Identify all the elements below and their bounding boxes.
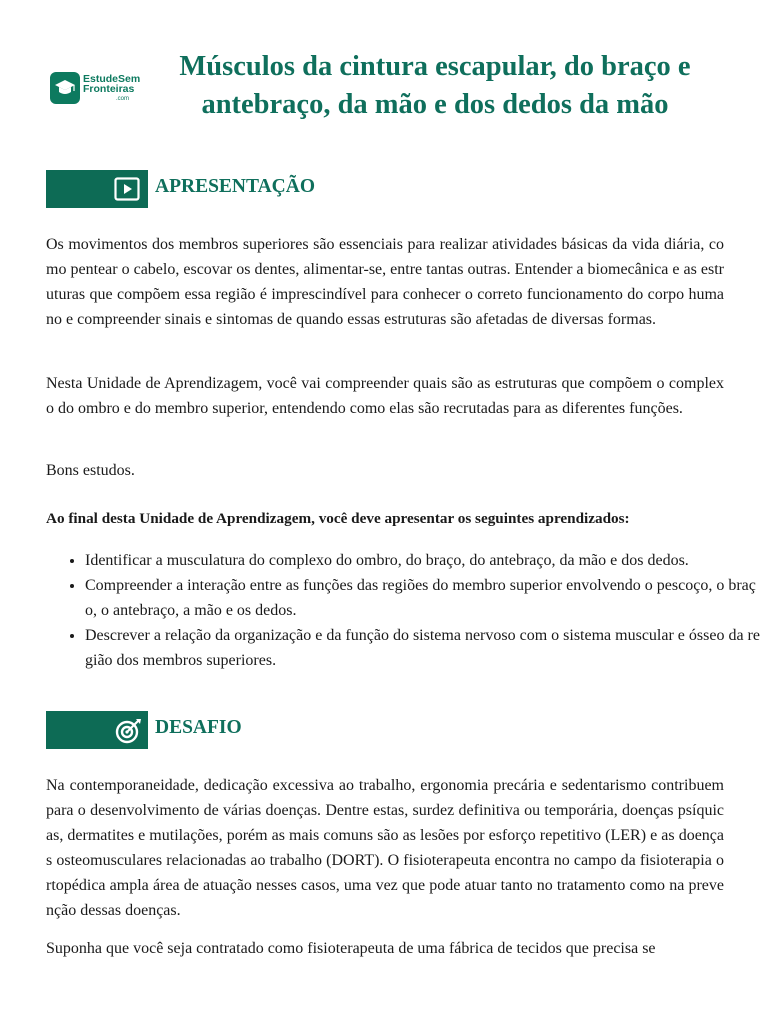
goals-list bbox=[46, 548, 763, 673]
page-title: Músculos da cintura escapular, do braço e antebraço, da mão e dos dedos da mão bbox=[179, 51, 691, 120]
section-banner-apresentacao bbox=[46, 170, 148, 208]
graduation-cap-icon bbox=[50, 72, 80, 104]
section-heading-apresentacao: APRESENTAÇÃO bbox=[155, 176, 315, 197]
challenge-paragraph: Na contemporaneidade, dedicação excessiva ao trabalho, ergonomia precária e sedentarismo contribuem para o desenvolvimento de várias doenças. Dentre estas, surdez definitiva ou temporária, doenças psíquicas, dermatites e mutilações, porém as mais comuns são as lesões por esforço repetitivo (LER) e as doenças osteomusculares relacionadas ao trabalho (DORT). O fisioterapeuta encontra no campo da fisioterapia ortopédica ampla área de atuação nesses casos, uma vez que pode atuar tanto no tratamento como na prevenção dessas doenças. bbox=[46, 777, 724, 919]
goals-intro: Ao final desta Unidade de Aprendizagem, você deve apresentar os seguintes aprendizados: bbox=[46, 510, 630, 527]
logo-wordmark: EstudeSem Fronteiras bbox=[83, 73, 141, 95]
play-icon bbox=[114, 177, 140, 201]
list-item: • Descrever a relação da organização e da função do sistema nervoso com o sistema muscular e ósseo da região dos membros superiores. bbox=[85, 623, 763, 673]
section-heading-desafio: DESAFIO bbox=[155, 717, 242, 738]
target-icon bbox=[114, 718, 142, 744]
section-banner-desafio bbox=[46, 711, 148, 749]
intro-paragraph: Nesta Unidade de Aprendizagem, você vai compreender quais são as estruturas que compõem o complexo do ombro e do membro superior, entendendo como elas são recrutadas para as diferentes funções. bbox=[46, 375, 724, 417]
brand-logo bbox=[50, 72, 142, 106]
intro-paragraph: Bons estudos. bbox=[46, 462, 135, 479]
logo-suffix: .com bbox=[116, 96, 130, 102]
list-item: • Compreender a interação entre as funções das regiões do membro superior envolvendo o pescoço, o braço, o antebraço, a mão e os dedos. bbox=[85, 573, 763, 623]
list-item: • Identificar a musculatura do complexo do ombro, do braço, do antebraço, da mão e dos dedos. bbox=[85, 548, 763, 573]
intro-paragraph: Os movimentos dos membros superiores são essenciais para realizar atividades básicas da vida diária, como pentear o cabelo, escovar os dentes, alimentar-se, entre tantas outras. Entender a biomecânica e as estruturas que compõem essa região é imprescindível para conhecer o correto funcionamento do corpo humano e compreender sinais e sintomas de quando essas estruturas são afetadas de diversas formas. bbox=[46, 236, 724, 328]
challenge-paragraph: Suponha que você seja contratado como fisioterapeuta de uma fábrica de tecidos que precisa se bbox=[46, 940, 656, 957]
